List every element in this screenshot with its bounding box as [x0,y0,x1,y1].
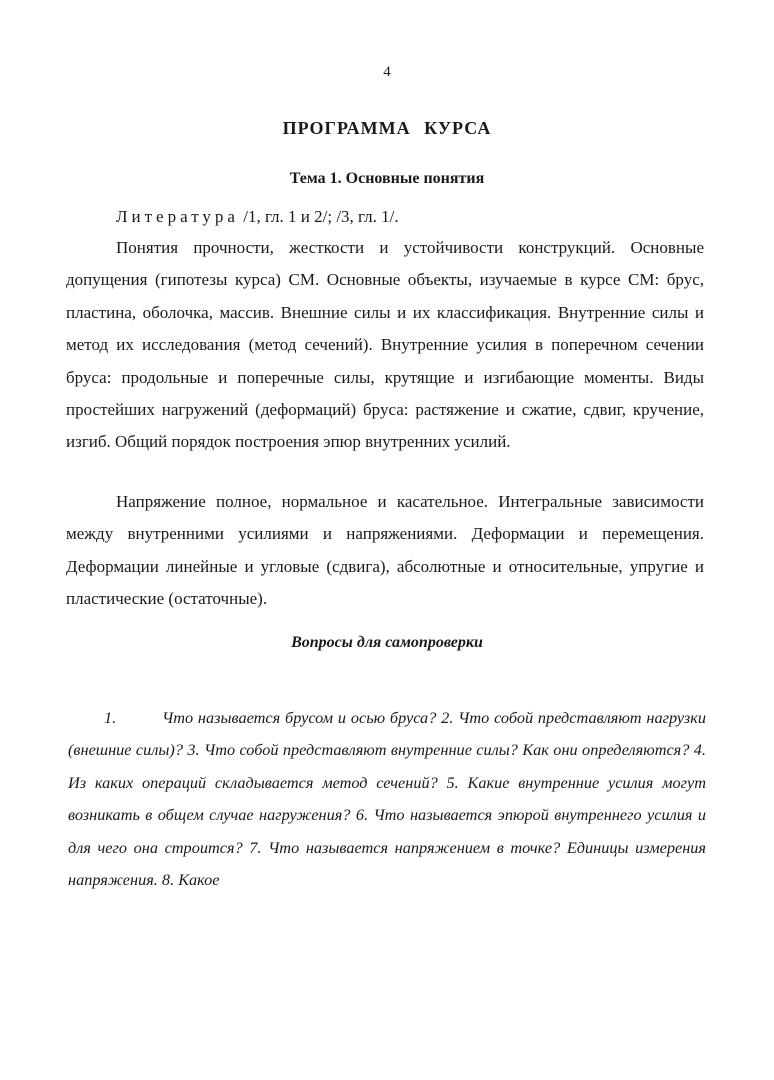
questions-list [68,702,706,896]
topic-paragraph-2: Напряжение полное, нормальное и касательное. Интегральные зависимости между внутренними усилиями и напряжениями. Деформации и перемещения. Деформации линейные и угловые (сдвига), абсолютные и относительные, упругие и пластические (остаточные). [66,492,704,609]
topic-paragraph-1: Понятия прочности, жесткости и устойчивости конструкций. Основные допущения (гипотезы курса) СМ. Основные объекты, изучаемые в курсе СМ: брус, пластина, оболочка, массив. Внешние силы и их классификация. Внутренние силы и метод их исследования (метод сечений). Внутренние усилия в поперечном сечении бруса: продольные и поперечные силы, крутящие и изгибающие моменты. Виды простейших нагружений (деформаций) бруса: растяжение и сжатие, сдвиг, кручение, изгиб. Общий порядок построения эпюр внутренних усилий. [66,238,704,452]
literature-refs: /1, гл. 1 и 2/; /3, гл. 1/. [238,207,399,226]
page-number: 4 [383,64,391,80]
literature-line [116,207,399,227]
program-title: ПРОГРАММА КУРСА [282,118,492,138]
topic-title: Тема 1. Основные понятия [289,170,485,187]
questions-text: Что называется брусом и осью бруса? 2. Что собой представляют нагрузки (внешние силы)? 3. Что собой представляют внутренние силы? Как они определяются? 4. Из каких операций складывается метод сечений? 5. Какие внутренние усилия могут возникать в общем случае нагружения? 6. Что называется эпюрой внутреннего усилия и для чего она строится? 7. Что называется напряжением в точке? Единицы измерения напряжения. 8. Какое [68,708,706,890]
questions-heading: Вопросы для самопроверки [291,634,483,651]
literature-label: Литература [116,207,239,226]
question-first-number: 1. [104,708,117,727]
